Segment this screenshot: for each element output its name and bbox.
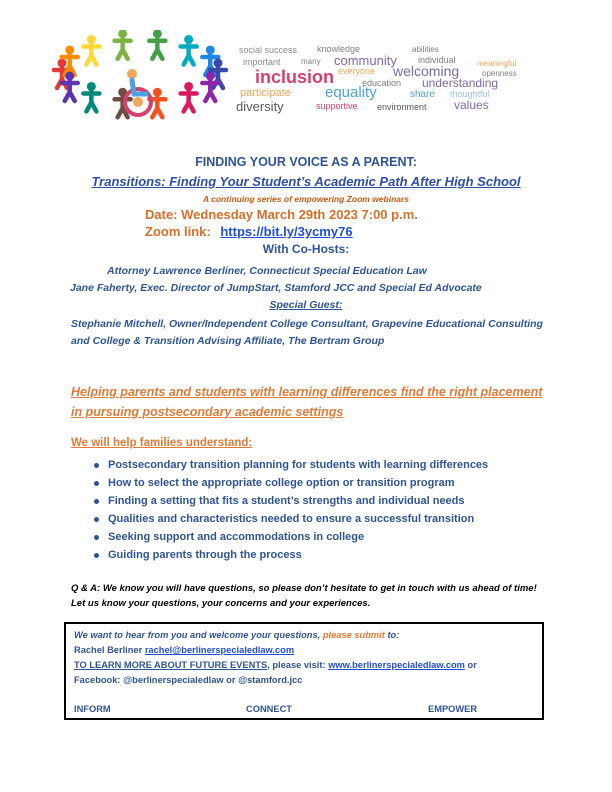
contact-intro-text: We want to hear from you and welcome your questions, — [74, 630, 321, 640]
word-cloud-word: community — [334, 53, 397, 68]
word-cloud-word: everyone — [338, 66, 376, 76]
event-subtitle: Transitions: Finding Your Student’s Academic Path After High School — [91, 174, 521, 189]
word-cloud-word: openness — [482, 69, 517, 78]
special-guest: Stephanie Mitchell, Owner/Independent College Consultant, Grapevine Educational Consulting and College & Transition Advising Affiliate, The Bertram Group — [71, 318, 543, 347]
contact-person — [74, 645, 294, 655]
word-cloud-word: participate — [240, 87, 291, 99]
word-cloud-word: share — [410, 89, 436, 100]
word-cloud-word: welcoming — [393, 63, 460, 79]
list-item: Finding a setting that fits a student’s strengths and individual needs — [93, 492, 488, 510]
word-cloud-word: environment — [377, 102, 427, 112]
word-cloud-word: equality — [325, 84, 377, 101]
word-cloud-word: supportive — [316, 101, 358, 111]
word-cloud-word: values — [454, 98, 489, 112]
qa-note: Q & A: We know you will have questions, so please don’t hesitate to get in touch with us ahead of time! Let us know your questions, your concerns and your experiences. — [71, 583, 537, 609]
visit-text: , please visit: — [267, 660, 326, 670]
word-cloud-word: thoughtful — [450, 89, 490, 99]
values-word-cloud — [235, 34, 580, 120]
word-cloud-word: important — [243, 57, 281, 67]
person-figure-icon — [149, 30, 165, 59]
contact-intro — [74, 630, 399, 640]
special-guest-heading: Special Guest: — [269, 299, 343, 311]
word-cloud-word: social success — [239, 45, 298, 55]
learn-more-text: TO LEARN MORE ABOUT FUTURE EVENTS — [74, 660, 268, 670]
person-figure-icon — [115, 30, 131, 59]
cohost-faherty: Jane Faherty, Exec. Director of JumpStart, Stamford JCC and Special Ed Advocate — [70, 282, 482, 294]
learn-more-line — [74, 660, 477, 670]
list-item: Seeking support and accommodations in college — [93, 528, 488, 546]
footer-inform: INFORM — [74, 704, 111, 714]
list-item: Guiding parents through the process — [93, 546, 488, 564]
word-cloud-word: understanding — [422, 76, 499, 90]
contact-box — [64, 622, 544, 720]
person-figure-icon — [83, 82, 99, 112]
word-cloud-word: many — [301, 57, 321, 66]
understand-heading: We will help families understand: — [71, 437, 253, 449]
person-figure-icon — [181, 35, 197, 65]
mission-statement: Helping parents and students with learning differences find the right placement in pursuing postsecondary academic settings — [71, 385, 543, 419]
topics-list — [93, 456, 488, 564]
event-date: Date: Wednesday March 29th 2023 7:00 p.m. — [145, 207, 418, 222]
contact-name: Rachel Berliner — [74, 645, 143, 655]
website-link[interactable]: www.berlinerspecialedlaw.com — [328, 660, 465, 670]
zoom-line — [145, 224, 353, 239]
list-item: How to select the appropriate college option or transition program — [93, 474, 488, 492]
word-cloud-word: education — [362, 78, 402, 88]
word-cloud-word: diversity — [236, 99, 284, 114]
list-item: Postsecondary transition planning for students with learning differences — [93, 456, 488, 474]
zoom-label: Zoom link: — [145, 224, 211, 239]
contact-email-link[interactable]: rachel@berlinerspecialedlaw.com — [144, 645, 295, 655]
series-tagline: A continuing series of empowering Zoom webinars — [202, 194, 410, 204]
header-banner — [40, 30, 580, 120]
word-cloud-word: inclusion — [255, 67, 335, 87]
cohosts-heading: With Co-Hosts: — [262, 242, 350, 256]
list-item: Qualities and characteristics needed to ensure a successful transition — [93, 510, 488, 528]
inclusion-people-circle-image — [40, 30, 240, 120]
please-submit-text: please submit — [322, 630, 385, 640]
word-cloud-word: knowledge — [317, 44, 361, 54]
contact-intro-to: to: — [387, 630, 400, 640]
footer-connect: CONNECT — [246, 704, 292, 714]
event-title: FINDING YOUR VOICE AS A PARENT: — [195, 155, 417, 169]
facebook-handles: Facebook: @berlinerspecialedlaw or @stamford.jcc — [74, 675, 303, 685]
person-figure-icon — [83, 35, 99, 65]
cohost-berliner: Attorney Lawrence Berliner, Connecticut Special Education Law — [107, 265, 427, 277]
wheelchair-icon — [125, 69, 151, 115]
word-cloud-word: meaningful — [477, 59, 517, 68]
or-text: or — [467, 660, 477, 670]
word-cloud-word: individual — [418, 55, 456, 65]
word-cloud-word: abilities — [412, 45, 439, 54]
footer-empower: EMPOWER — [428, 704, 478, 714]
zoom-link[interactable]: https://bit.ly/3ycmy76 — [220, 224, 353, 239]
person-figure-icon — [181, 82, 197, 112]
